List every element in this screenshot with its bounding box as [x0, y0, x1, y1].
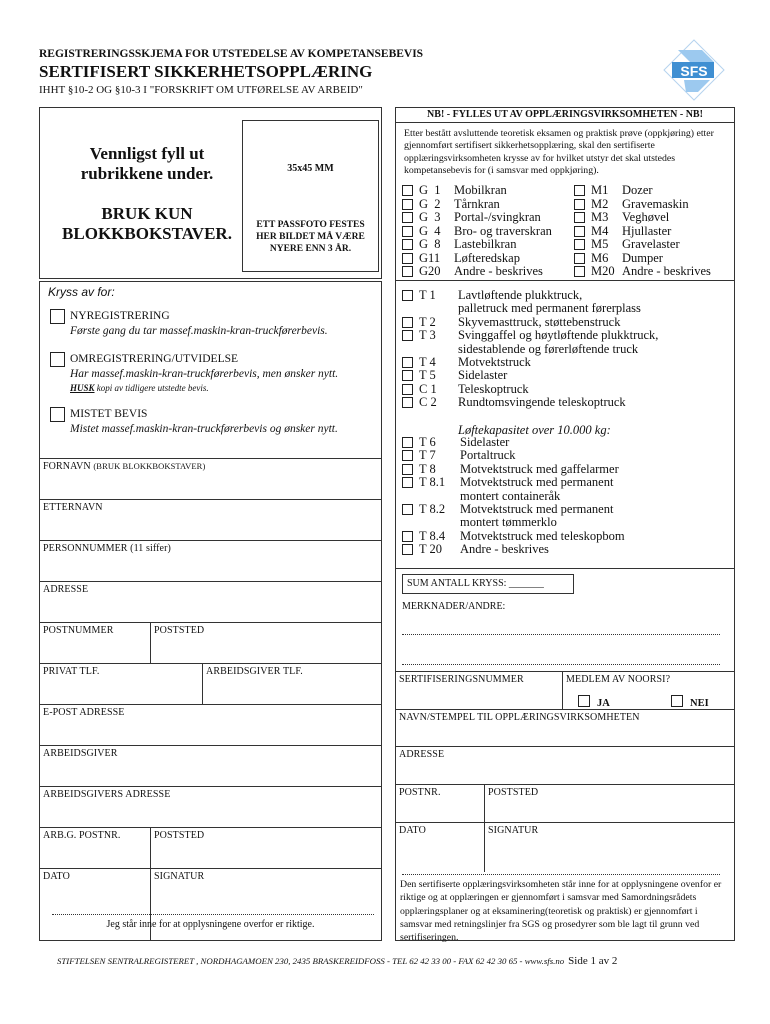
omregistrering-note [70, 383, 209, 393]
nei-label: NEI [690, 698, 709, 709]
m_col-code: M5 [591, 237, 609, 251]
left-main-box [39, 281, 382, 941]
g_col-name: Lastebilkran [454, 237, 517, 251]
t_items-checkbox[interactable] [402, 384, 413, 395]
nb-header: NB! - FYLLES UT AV OPPLÆRINGSVIRKSOMHETEN - NB! [396, 108, 734, 123]
medlem-noorsi-label: MEDLEM AV NOORSI? [566, 674, 671, 685]
page-number: Side 1 av 2 [568, 955, 618, 967]
epost-field[interactable]: E-POST ADRESSE [43, 707, 125, 718]
arbg-postnr-field[interactable]: ARB.G. POSTNR. [43, 830, 121, 841]
etternavn-field[interactable]: ETTERNAVN [43, 502, 103, 513]
m_col-checkbox[interactable] [574, 226, 585, 237]
t_items-name-line2: sidestablende og førerløftende truck [458, 341, 639, 356]
nyregistrering-desc: Første gang du tar massef.maskin-kran-truckførerbevis. [70, 325, 328, 337]
m_col-name: Andre - beskrives [622, 264, 711, 278]
g_col-name: Tårnkran [454, 196, 500, 211]
arbeidsgiver-field[interactable]: ARBEIDSGIVER [43, 748, 118, 759]
ja-label: JA [597, 698, 610, 709]
heavy_items-name: Andre - beskrives [460, 542, 549, 557]
heavy_items-name-line2: montert tømmerklo [460, 515, 557, 530]
arbg-poststed-field[interactable]: POSTSTED [154, 830, 205, 841]
m_col-checkbox[interactable] [574, 253, 585, 264]
g_col-code: G11 [419, 250, 441, 265]
omregistrering-checkbox[interactable] [50, 352, 65, 367]
omregistrering-desc: Har massef.maskin-kran-truckførerbevis, men ønsker nytt. [70, 368, 339, 380]
m_col-name: Hjullaster [622, 223, 672, 238]
heavy_items-checkbox[interactable] [402, 531, 413, 542]
g_col-checkbox[interactable] [402, 185, 413, 196]
m_col-code: M2 [591, 196, 609, 211]
g_col-checkbox[interactable] [402, 226, 413, 237]
husk-note: kopi av tidligere utstedte bevis. [94, 383, 209, 393]
t_items-name: Rundtomsvingende teleskoptruck [458, 395, 626, 410]
heavy_items-checkbox[interactable] [402, 544, 413, 555]
heavy_items-name-line2: montert containeråk [460, 488, 561, 503]
ja-checkbox[interactable] [578, 695, 590, 707]
g_col-checkbox[interactable] [402, 266, 413, 277]
g_col-checkbox[interactable] [402, 253, 413, 264]
m_col-checkbox[interactable] [574, 239, 585, 250]
form-kicker: REGISTRERINGSSKJEMA FOR UTSTEDELSE AV KOMPETANSEBEVIS [39, 48, 424, 60]
t_items-checkbox[interactable] [402, 290, 413, 301]
lifting-capacity-title: Løftekapasitet over 10.000 kg: [458, 423, 611, 437]
fornavn-note: (BRUK BLOKKBOKSTAVER) [93, 461, 206, 471]
virksomhet-signature-line[interactable] [402, 874, 720, 875]
m_col-checkbox[interactable] [574, 266, 585, 277]
omregistrering-label: OMREGISTRERING/UTVIDELSE [70, 353, 239, 365]
footer-address: STIFTELSEN SENTRALREGISTERET , NORDHAGAMOEN 230, 2435 BRASKEREIDFOSS - TEL 62 42 33 00 - FAX 62 42 30 65 - www.sfs.no [57, 956, 565, 966]
fornavn-label: FORNAVN [43, 461, 91, 472]
navn-stempel-field[interactable]: NAVN/STEMPEL TIL OPPLÆRINGSVIRKSOMHETEN [399, 712, 640, 723]
heavy_items-checkbox[interactable] [402, 450, 413, 461]
m_col-checkbox[interactable] [574, 212, 585, 223]
g_col-code: G 3 [419, 210, 441, 224]
g_col-name: Andre - beskrives [454, 264, 543, 278]
photo-box[interactable] [242, 120, 379, 272]
m_col-name: Gravemaskin [622, 196, 689, 211]
sertifiseringsnummer-field[interactable]: SERTIFISERINGSNUMMER [399, 674, 524, 685]
heavy_items-checkbox[interactable] [402, 504, 413, 515]
declaration-text: Jeg står inne for at opplysningene overfor er riktige. [106, 919, 315, 930]
photo-note: ETT PASSFOTO FESTES HER BILDET MÅ VÆRE NYERE ENN 3 ÅR. [256, 220, 365, 254]
g_col-checkbox[interactable] [402, 239, 413, 250]
t_items-code: C 2 [419, 395, 437, 410]
heavy_items-code: T 8 [419, 461, 436, 476]
nyregistrering-checkbox[interactable] [50, 309, 65, 324]
heavy_items-code: T 8.1 [419, 475, 446, 490]
heavy_items-name: Motvektstruck med permanent [460, 501, 614, 516]
g_col-name: Løfteredskap [454, 250, 520, 265]
t_items-name: Teleskoptruck [458, 381, 529, 396]
heavy_items-code: T 8.4 [419, 528, 446, 543]
fornavn-field[interactable] [43, 461, 205, 472]
merknader-line-1[interactable] [402, 634, 720, 635]
heavy_items-checkbox[interactable] [402, 437, 413, 448]
page-title: SERTIFISERT SIKKERHETSOPPLÆRING [39, 62, 373, 81]
kryss-title: Kryss av for: [48, 285, 115, 299]
t_items-code: T 5 [419, 368, 436, 383]
husk-label: HUSK [70, 383, 95, 393]
t_items-code: T 1 [419, 288, 436, 302]
footer [57, 951, 617, 969]
virksomhet-adresse-field[interactable]: ADRESSE [399, 749, 445, 760]
heavy_items-name: Motvektstruck med teleskopbom [460, 528, 625, 543]
dato-field[interactable]: DATO [43, 871, 70, 882]
m_col-code: M6 [591, 250, 609, 265]
virksomhet-poststed-field[interactable]: POSTSTED [488, 787, 539, 798]
t_items-checkbox[interactable] [402, 330, 413, 341]
heavy_items-name: Motvektstruck med gaffelarmer [460, 461, 619, 476]
g_col-code: G 2 [419, 196, 441, 211]
signature-line[interactable] [52, 914, 374, 915]
privat-tlf-field[interactable]: PRIVAT TLF. [43, 666, 100, 677]
sfs-logo-text: SFS [680, 63, 708, 79]
m_col-code: M20 [591, 264, 615, 278]
sum-kryss-field[interactable]: SUM ANTALL KRYSS: _______ [402, 574, 574, 594]
heavy_items-code: T 8.2 [419, 501, 446, 516]
m_col-name: Dumper [622, 250, 663, 265]
arbeidsgivers-adresse-field[interactable]: ARBEIDSGIVERS ADRESSE [43, 789, 171, 800]
t_items-code: T 2 [419, 314, 436, 329]
heavy_items-name: Portaltruck [460, 448, 516, 463]
g_col-name: Portal-/svingkran [454, 210, 541, 224]
virksomhet-signatur-field[interactable]: SIGNATUR [488, 825, 539, 836]
m_col-checkbox[interactable] [574, 199, 585, 210]
virksomhet-dato-field[interactable]: DATO [399, 825, 426, 836]
t_items-name: Skyvemasttruck, støttebenstruck [458, 314, 621, 329]
g_col-name: Mobilkran [454, 183, 507, 197]
mistet-bevis-checkbox[interactable] [50, 407, 65, 422]
m_col-code: M4 [591, 223, 609, 238]
mistet-bevis-label: MISTET BEVIS [70, 408, 148, 420]
poststed-field[interactable]: POSTSTED [154, 625, 205, 636]
g_col-checkbox[interactable] [402, 212, 413, 223]
heavy_items-code: T 6 [419, 435, 436, 449]
m_col-name: Veghøvel [622, 210, 670, 224]
t_items-name: Lavtløftende plukktruck, [458, 288, 583, 302]
g_col-code: G 4 [419, 223, 441, 238]
t_items-checkbox[interactable] [402, 370, 413, 381]
intro-instruction: Vennligst fyll ut rubrikkene under. [80, 144, 214, 183]
virksomhet-statement: Den sertifiserte opplæringsvirksomheten står inne for at opplysningene ovenfor er riktige og at opplæringen er gjennomført i samsvar med Samordningsrådets opplæringsplaner og at eksaminering(teoretisk og praktisk) er gjennomført i samsvar med retningslinjer fra SGS og prosedyrer som ble lagt til grunn ved sertifiseringen. [400, 879, 722, 944]
g_col-name: Bro- og traverskran [454, 223, 552, 238]
t_items-checkbox[interactable] [402, 397, 413, 408]
right-main-box [395, 107, 735, 944]
t_items-name: Motvektstruck [458, 354, 531, 369]
heavy_items-checkbox[interactable] [402, 464, 413, 475]
t_items-code: T 4 [419, 354, 436, 369]
mistet-bevis-desc: Mistet massef.maskin-kran-truckførerbevis og ønsker nytt. [70, 423, 338, 435]
heavy_items-checkbox[interactable] [402, 477, 413, 488]
nb-instructions: Etter bestått avsluttende teoretisk eksamen og praktisk prøve (oppkjøring) etter gjennomført sertifisert sikkerhetsopplæring, skal den sertifiserte opplæringsvirksomheten krysse av for hvilket utstyr det skal utstedes kompetansebevis for (i samsvar med oppkjøring). [404, 128, 714, 177]
t_items-checkbox[interactable] [402, 357, 413, 368]
t_items-code: T 3 [419, 328, 436, 343]
photo-size: 35x45 MM [287, 163, 334, 174]
personnummer-field[interactable]: PERSONNUMMER (11 siffer) [43, 543, 171, 554]
g_col-checkbox[interactable] [402, 199, 413, 210]
m_col-code: M1 [591, 183, 609, 197]
heavy_items-code: T 20 [419, 542, 443, 557]
blokkbokstaver-instruction: BRUK KUN BLOKKBOKSTAVER. [62, 204, 232, 243]
t_items-name: Svinggaffel og høytløftende plukktruck, [458, 328, 659, 343]
m_col-code: M3 [591, 210, 609, 224]
g_col-code: G20 [419, 264, 441, 278]
left-top-box [39, 107, 382, 279]
adresse-field[interactable]: ADRESSE [43, 584, 89, 595]
nei-checkbox[interactable] [671, 695, 683, 707]
arbeidsgiver-tlf-field[interactable]: ARBEIDSGIVER TLF. [206, 666, 303, 677]
signatur-field[interactable]: SIGNATUR [154, 871, 205, 882]
t_items-code: C 1 [419, 381, 437, 396]
virksomhet-postnr-field[interactable]: POSTNR. [399, 787, 441, 798]
m_col-name: Dozer [622, 183, 653, 197]
t_items-checkbox[interactable] [402, 317, 413, 328]
m_col-checkbox[interactable] [574, 185, 585, 196]
g_col-code: G 8 [419, 237, 441, 251]
heavy_items-code: T 7 [419, 448, 436, 463]
heavy_items-name: Motvektstruck med permanent [460, 475, 614, 490]
form-subtitle: IHHT §10-2 OG §10-3 I "FORSKRIFT OM UTFØRELSE AV ARBEID" [39, 84, 363, 96]
g_col-code: G 1 [419, 183, 441, 197]
t_items-name: Sidelaster [458, 368, 508, 383]
merknader-label: MERKNADER/ANDRE: [402, 601, 506, 612]
postnummer-field[interactable]: POSTNUMMER [43, 625, 114, 636]
m_col-name: Gravelaster [622, 237, 680, 251]
merknader-line-2[interactable] [402, 664, 720, 665]
t_items-name-line2: palletruck med permanent førerplass [458, 301, 641, 316]
nyregistrering-label: NYREGISTRERING [70, 310, 170, 322]
heavy_items-name: Sidelaster [460, 435, 510, 449]
sfs-logo [662, 38, 726, 102]
